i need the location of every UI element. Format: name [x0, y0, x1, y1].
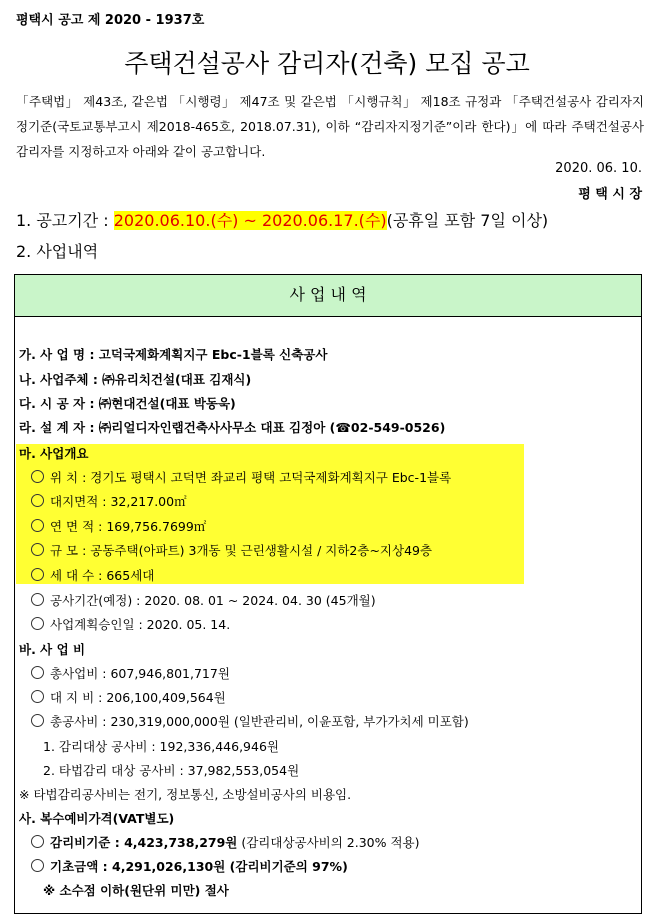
item-ba-2 [31, 688, 226, 706]
section-2: 2. 사업내역 [16, 242, 99, 261]
item-sa-1 [31, 833, 420, 851]
circle-bullet-icon [31, 519, 44, 532]
item-ba-1 [31, 664, 230, 682]
item-sa-2-text: 기초금액 : 4,291,026,130원 (감리비기준의 97%) [50, 859, 348, 874]
box-heading: 사 업 내 역 [15, 275, 641, 317]
item-ba-2-text: 대 지 비 : 206,100,409,564원 [50, 690, 226, 705]
item-ma-6 [31, 591, 376, 609]
page-title: 주택건설공사 감리자(건축) 모집 공고 [124, 49, 530, 78]
circle-bullet-icon [31, 470, 44, 483]
announcement-period: 2020.06.10.(수) ~ 2020.06.17.(수) [113, 211, 387, 230]
circle-bullet-icon [31, 714, 44, 727]
item-ba-1-text: 총사업비 : 607,946,801,717원 [50, 666, 230, 681]
circle-bullet-icon [31, 666, 44, 679]
circle-bullet-icon [31, 690, 44, 703]
item-ma-4 [31, 541, 432, 559]
item-da: 다. 시 공 자 : ㈜현대건설(대표 박동욱) [19, 396, 236, 411]
item-ma-5 [31, 566, 154, 584]
item-na: 나. 사업주체 : ㈜유리치건설(대표 김재식) [19, 372, 252, 387]
item-ma-2 [31, 492, 187, 510]
notice-date: 2020. 06. 10. [555, 161, 642, 176]
item-ma-3-text: 연 면 적 : 169,756.7699㎡ [50, 519, 207, 534]
item-ma-4-text: 규 모 : 공동주택(아파트) 3개동 및 근린생활시설 / 지하2층~지상49층 [50, 543, 433, 558]
project-details-box [14, 274, 642, 914]
item-ma-7 [31, 615, 230, 633]
circle-bullet-icon [31, 617, 44, 630]
circle-bullet-icon [31, 593, 44, 606]
circle-bullet-icon [31, 835, 44, 848]
circle-bullet-icon [31, 543, 44, 556]
section-1-label: 1. 공고기간 : [16, 211, 114, 230]
item-ba-note: ※ 타법감리공사비는 전기, 정보통신, 소방설비공사의 비용임. [19, 787, 352, 802]
item-sa: 사. 복수예비가격(VAT별도) [19, 811, 175, 826]
intro-paragraph: 「주택법」 제43조, 같은법 「시행령」 제47조 및 같은법 「시행규칙」 제18조 규정과 「주택건설공사 감리자지정기준(국토교통부고시 제2018-465호, 2018.07.31), 이하 “감리자지정기준”이라 한다)」에 따라 주택건설공사 감리자를 지정하고자 아래와 같이 공고합니다. [16, 94, 644, 159]
item-sa-3: ※ 소수점 이하(원단위 미만) 절사 [43, 883, 229, 898]
item-sa-1-bold: 감리비기준 : 4,423,738,279원 [50, 835, 238, 850]
item-ma-6-text: 공사기간(예정) : 2020. 08. 01 ~ 2024. 04. 30 (45개월) [50, 593, 376, 608]
item-ba: 바. 사 업 비 [19, 642, 86, 657]
item-ba-5: 2. 타법감리 대상 공사비 : 37,982,553,054원 [43, 763, 300, 778]
item-ma-3 [31, 517, 206, 535]
issuer: 평 택 시 장 [578, 187, 642, 202]
item-ra: 라. 설 계 자 : ㈜리얼디자인랩건축사사무소 대표 김정아 (☎02-549-0526) [19, 420, 446, 435]
section-1-note: (공휴일 포함 7일 이상) [386, 211, 549, 230]
item-ma-1-text: 위 치 : 경기도 평택시 고덕면 좌교리 평택 고덕국제화계획지구 Ebc-1블록 [50, 470, 452, 485]
item-ma-2-text: 대지면적 : 32,217.00㎡ [50, 494, 187, 509]
circle-bullet-icon [31, 568, 44, 581]
item-ba-3 [31, 712, 469, 730]
item-ma-5-text: 세 대 수 : 665세대 [50, 568, 155, 583]
item-ma-1 [31, 468, 451, 486]
item-ga: 가. 사 업 명 : 고덕국제화계획지구 Ebc-1블록 신축공사 [19, 347, 328, 362]
item-ma: 마. 사업개요 [19, 446, 89, 461]
section-1 [16, 208, 548, 231]
item-ma-7-text: 사업계획승인일 : 2020. 05. 14. [50, 617, 231, 632]
item-sa-2 [31, 857, 348, 875]
circle-bullet-icon [31, 859, 44, 872]
circle-bullet-icon [31, 494, 44, 507]
highlight-area [16, 444, 524, 584]
item-ba-4: 1. 감리대상 공사비 : 192,336,446,946원 [43, 739, 279, 754]
item-ba-3-text: 총공사비 : 230,319,000,000원 (일반관리비, 이윤포함, 부가가치세 미포함) [50, 714, 469, 729]
item-sa-1-rest: (감리대상공사비의 2.30% 적용) [237, 835, 420, 850]
notice-number: 평택시 공고 제 2020 - 1937호 [16, 13, 205, 28]
